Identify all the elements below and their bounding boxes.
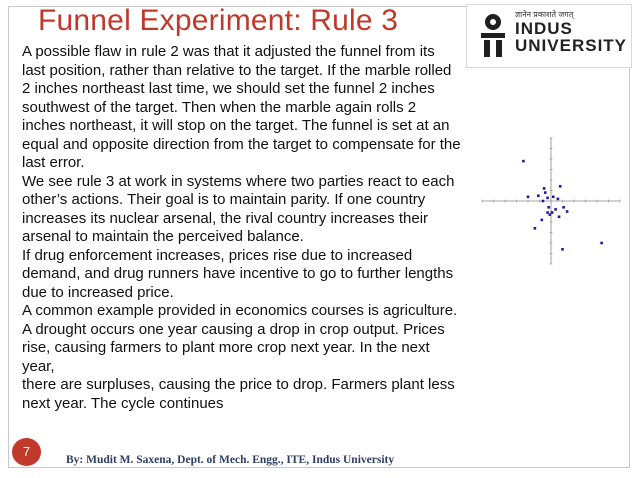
paragraph-drug-enforcement: If drug enforcement increases, prices rise due to increased demand, and drug runners have incentive to go to further lengths due to increased price. — [22, 246, 454, 301]
scatter-point — [557, 198, 560, 201]
scatter-point — [566, 210, 569, 213]
scatter-point — [542, 200, 545, 203]
scatter-point — [562, 206, 565, 209]
scatter-point — [547, 206, 550, 209]
scatter-point — [527, 196, 530, 199]
footer-credit: By: Mudit M. Saxena, Dept. of Mech. Engg., ITE, Indus University — [66, 454, 395, 466]
scatter-point — [559, 185, 562, 188]
frame-line-left — [8, 6, 9, 468]
scatter-point — [558, 215, 561, 218]
paragraph-drought: A drought occurs one year causing a drop in crop output. Prices rise, causing farmers to plant more crop next year. In the next year, — [22, 320, 445, 375]
scatter-point — [561, 248, 564, 251]
paragraph-economics: A common example provided in economics courses is agriculture. — [22, 302, 458, 319]
scatter-point — [600, 242, 603, 245]
body-text — [22, 43, 462, 413]
logo-wordmark-line2: UNIVERSITY — [515, 36, 628, 55]
scatter-point — [546, 211, 549, 214]
scatter-point — [546, 197, 549, 200]
funnel-scatter-plot — [476, 132, 626, 270]
frame-line-bottom — [8, 467, 630, 468]
scatter-point — [522, 160, 525, 163]
frame-line-right — [629, 6, 630, 468]
indus-emblem-icon — [475, 13, 511, 59]
scatter-point — [534, 227, 537, 230]
scatter-point — [549, 213, 552, 216]
scatter-point — [541, 219, 544, 222]
scatter-point — [551, 211, 554, 214]
scatter-point — [537, 194, 540, 197]
indus-university-logo — [466, 4, 632, 68]
slide-title: Funnel Experiment: Rule 3 — [38, 4, 399, 37]
logo-wordmark-line1: INDUS — [515, 19, 573, 38]
paragraph-surplus: there are surpluses, causing the price to drop. Farmers plant less next year. The cycle continues — [22, 376, 455, 412]
paragraph-parity: We see rule 3 at work in systems where two parties react to each other’s actions. Their goal is to maintain parity. If one country increases its nuclear arsenal, the rival country increases their arsenal to maintain the perceived balance. — [22, 172, 455, 245]
paragraph-rule3-flaw: A possible flaw in rule 2 was that it adjusted the funnel from its last position, rather than relative to the target. If the marble rolled 2 inches northeast last time, we should set the funnel 2 inches southwest of the target. Then when the marble again rolls 2 inches northeast, it will stop on the target. The funnel is set at an equal and opposite direction from the target to compensate for the last error. — [22, 43, 461, 171]
slide-number-badge: 7 — [12, 438, 41, 466]
logo-tagline: ज्ञानेन प्रकाशते जगत् — [515, 10, 574, 19]
scatter-point — [552, 196, 555, 199]
scatter-point — [543, 187, 546, 190]
scatter-point — [544, 191, 547, 194]
scatter-point — [554, 208, 557, 211]
